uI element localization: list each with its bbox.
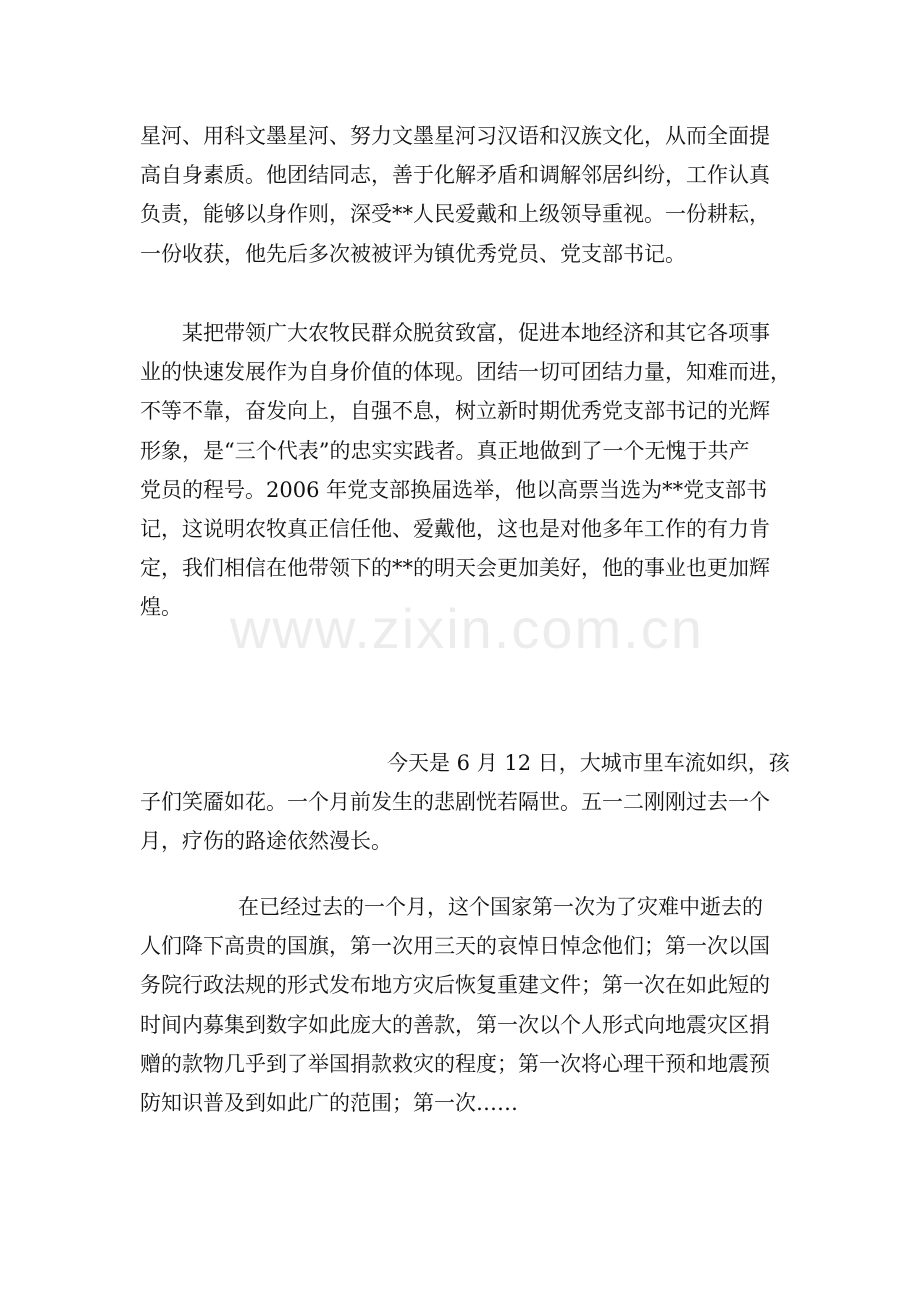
paragraph-line: 业的快速发展作为自身价值的体现。团结一切可团结力量，知难而进， bbox=[140, 360, 791, 385]
paragraph-line: 在已经过去的一个月，这个国家第一次为了灾难中逝去的 bbox=[238, 895, 763, 919]
paragraph-line: 星河、用科文墨星河、努力文墨星河习汉语和汉族文化，从而全面提 bbox=[140, 124, 770, 148]
paragraph-line: 负责，能够以身作则，深受**人民爱戴和上级领导重视。一份耕耘， bbox=[140, 202, 770, 227]
paragraph-line: 煌。 bbox=[140, 595, 182, 620]
paragraph-line: 记，这说明农牧真正信任他、爱戴他，这也是对他多年工作的有力肯 bbox=[140, 516, 770, 541]
paragraph-3 bbox=[140, 744, 800, 862]
paragraph-line: 务院行政法规的形式发布地方灾后恢复重建文件；第一次在如此短的 bbox=[140, 973, 770, 998]
paragraph-line: 月，疗伤的路途依然漫长。 bbox=[140, 829, 392, 854]
paragraph-line: 定，我们相信在他带领下的**的明天会更加美好，他的事业也更加辉 bbox=[140, 556, 770, 581]
paragraph-line: 高自身素质。他团结同志，善于化解矛盾和调解邻居纠纷，工作认真 bbox=[140, 163, 770, 188]
paragraph-line: 不等不靠，奋发向上，自强不息，树立新时期优秀党支部书记的光辉 bbox=[140, 399, 770, 424]
paragraph-line: 今天是 6 月 12 日，大城市里车流如织，孩 bbox=[387, 751, 790, 775]
paragraph-line: 防知识普及到如此广的范围；第一次…… bbox=[140, 1090, 518, 1115]
paragraph-line: 时间内募集到数字如此庞大的善款，第一次以个人形式向地震灾区捐 bbox=[140, 1012, 770, 1037]
paragraph-line: 赠的款物几乎到了举国捐款救灾的程度；第一次将心理干预和地震预 bbox=[140, 1051, 770, 1076]
paragraph-line: 人们降下高贵的国旗，第一次用三天的哀悼日悼念他们；第一次以国 bbox=[140, 934, 770, 959]
paragraph-line: 党员的程号。2006 年党支部换届选举，他以高票当选为**党支部书 bbox=[140, 477, 768, 502]
paragraph-2 bbox=[140, 314, 800, 628]
watermark: www.zixin.com.cn bbox=[230, 597, 704, 660]
paragraph-line: 某把带领广大农牧民群众脱贫致富，促进本地经济和其它各项事 bbox=[182, 321, 770, 345]
paragraph-line: 形象，是“三个代表”的忠实实践者。真正地做到了一个无愧于共产 bbox=[140, 438, 750, 463]
paragraph-4 bbox=[140, 888, 800, 1123]
paragraph-1 bbox=[140, 117, 800, 274]
paragraph-line: 子们笑靥如花。一个月前发生的悲剧恍若隔世。五一二刚刚过去一个 bbox=[140, 790, 770, 815]
paragraph-line: 一份收获，他先后多次被被评为镇优秀党员、党支部书记。 bbox=[140, 241, 686, 266]
